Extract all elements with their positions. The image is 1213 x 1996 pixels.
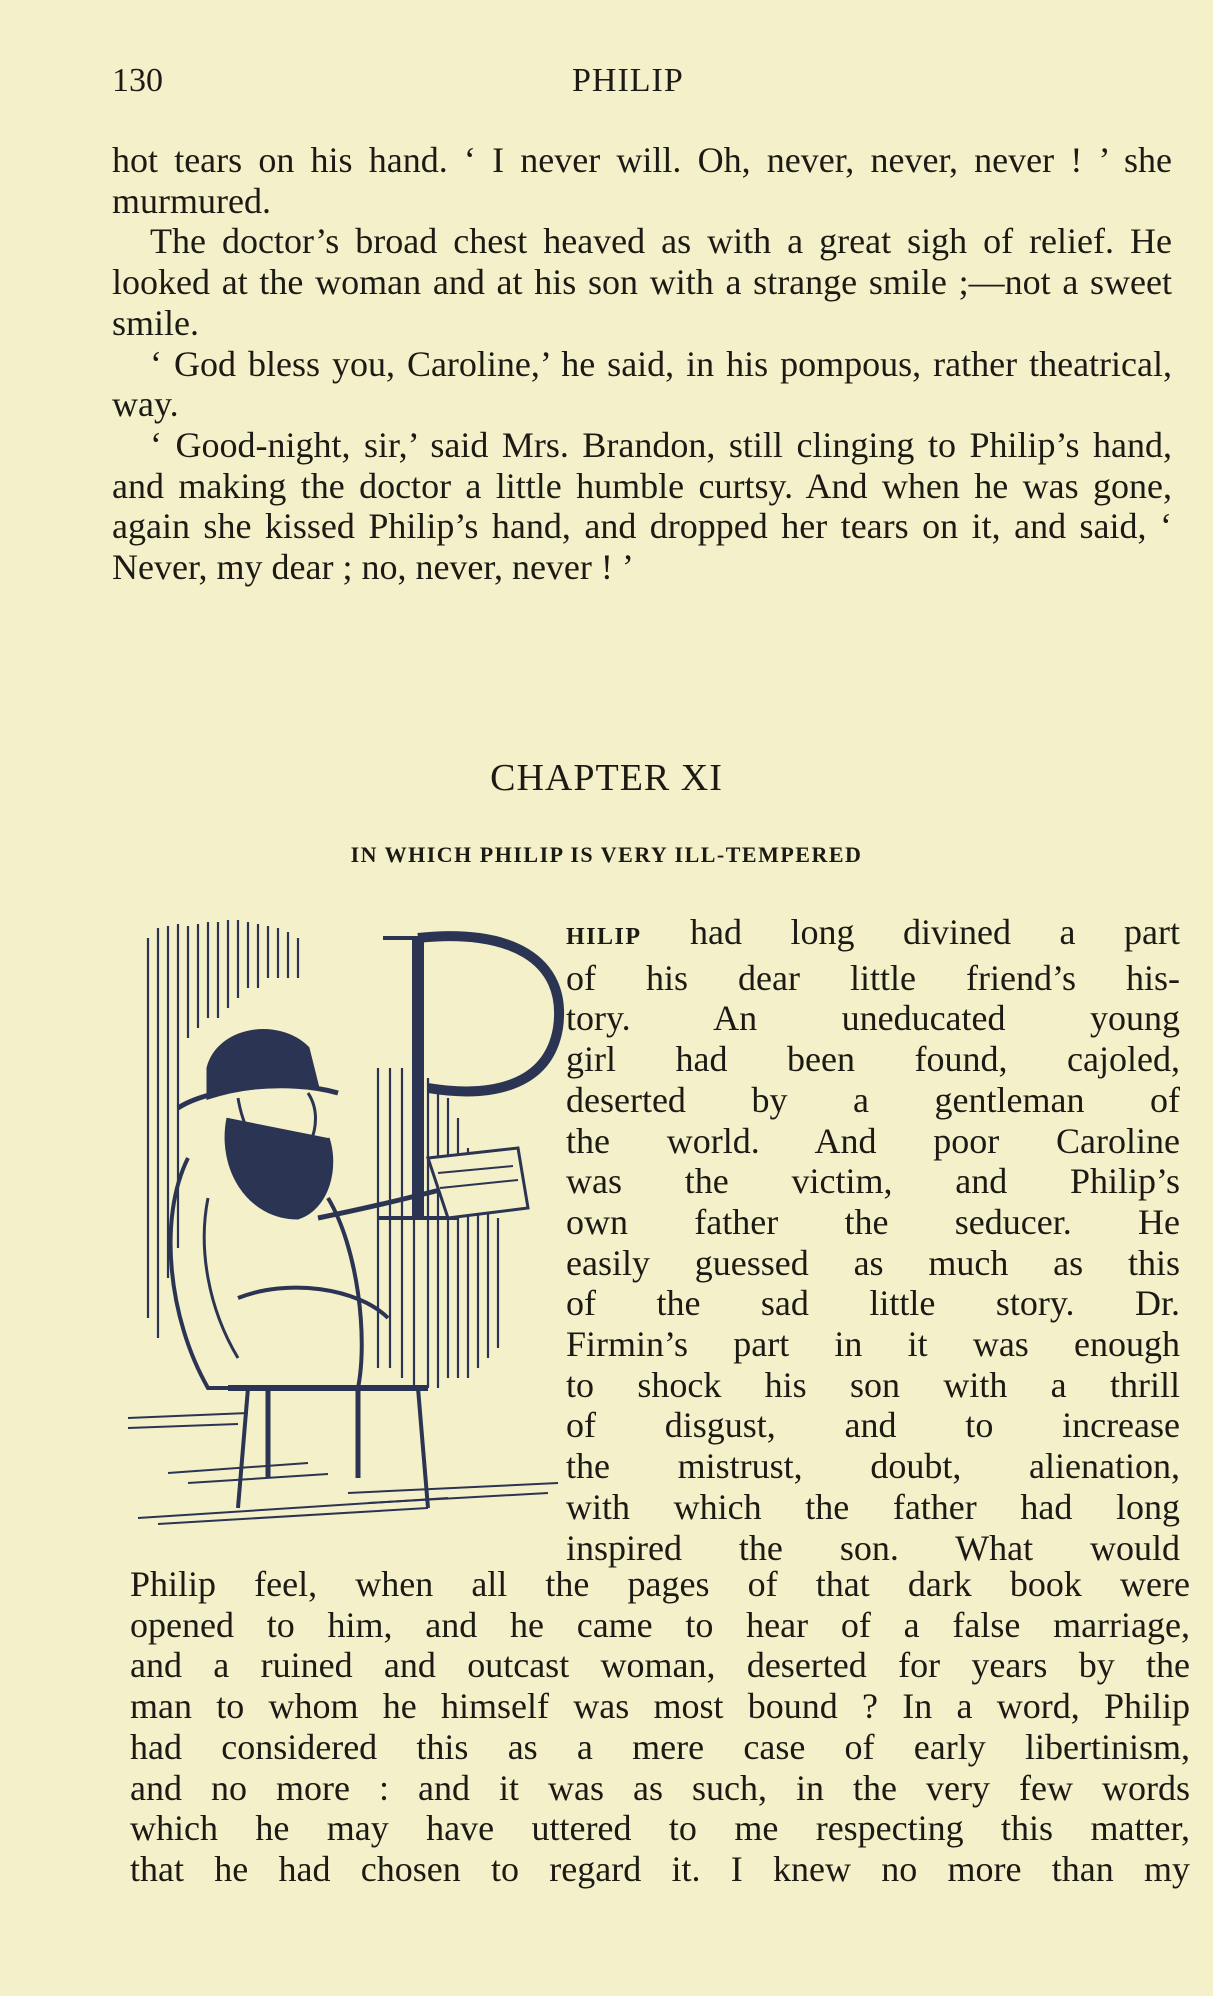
text-line: of the sad little story. Dr. — [566, 1283, 1180, 1324]
text-line: man to whom he himself was most bound ? In a word, Philip — [130, 1686, 1190, 1727]
dropcap-lead: HILIP — [566, 924, 642, 950]
text-line: was the victim, and Philip’s — [566, 1161, 1180, 1202]
text-line: and no more : and it was as such, in the very few words — [130, 1767, 1190, 1808]
text-line: deserted by a gentleman of — [566, 1079, 1180, 1120]
running-title: PHILIP — [572, 62, 684, 99]
text-line: easily guessed as much as this — [566, 1242, 1180, 1283]
dropcap-p-seated-man-illustration-icon — [128, 918, 568, 1538]
chapter-subtitle: IN WHICH PHILIP IS VERY ILL-TEMPERED — [350, 842, 863, 867]
text-line: and a ruined and outcast woman, deserted for years by the — [130, 1645, 1190, 1686]
text-line: with which the father had long — [566, 1486, 1180, 1527]
text-line: own father the seducer. He — [566, 1201, 1180, 1242]
paragraph: hot tears on his hand. ‘ I never will. Oh, never, never, never ! ’ she murmured. — [112, 140, 1172, 221]
text-line: of disgust, and to increase — [566, 1405, 1180, 1446]
continuation-text — [130, 1564, 1190, 1890]
text-line: tory. An uneducated young — [566, 998, 1180, 1039]
text-line: to shock his son with a thrill — [566, 1364, 1180, 1405]
text-line: Firmin’s part in it was enough — [566, 1324, 1180, 1365]
text-line: of his dear little friend’s his- — [566, 957, 1180, 998]
text-line: HILIP had long divined a part — [566, 912, 1180, 952]
opening-text — [112, 140, 1172, 588]
text-line: Philip feel, when all the pages of that dark book were — [130, 1564, 1190, 1604]
chapter-title: CHAPTER XI — [490, 757, 723, 799]
text-line: had considered this as a mere case of early libertinism, — [130, 1726, 1190, 1767]
paragraph: ‘ God bless you, Caroline,’ he said, in his pompous, rather theatrical, way. — [112, 343, 1172, 425]
dropcap-paragraph — [566, 912, 1180, 1568]
page-number: 130 — [112, 62, 163, 99]
text-line: the world. And poor Caroline — [566, 1120, 1180, 1161]
text-line: girl had been found, cajoled, — [566, 1039, 1180, 1080]
text-line: that he had chosen to regard it. I knew no more than my — [130, 1848, 1190, 1889]
paragraph: ‘ Good-night, sir,’ said Mrs. Brandon, still clinging to Philip’s hand, and making the doctor a little humble curtsy. And when he was gone, again she kissed Philip’s hand, and dropped her tears on it, and said, ‘ Never, my dear ; no, never, never ! ’ — [112, 424, 1172, 588]
page-header — [112, 62, 1182, 112]
text-line: the mistrust, doubt, alienation, — [566, 1446, 1180, 1487]
text-line: inspired the son. What would — [566, 1527, 1180, 1568]
paragraph: The doctor’s broad chest heaved as with a great sigh of relief. He looked at the woman and at his son with a strange smile ;—not a sweet smile. — [112, 221, 1172, 343]
text-line: opened to him, and he came to hear of a false marriage, — [130, 1604, 1190, 1645]
text-line: which he may have uttered to me respecting this matter, — [130, 1808, 1190, 1849]
